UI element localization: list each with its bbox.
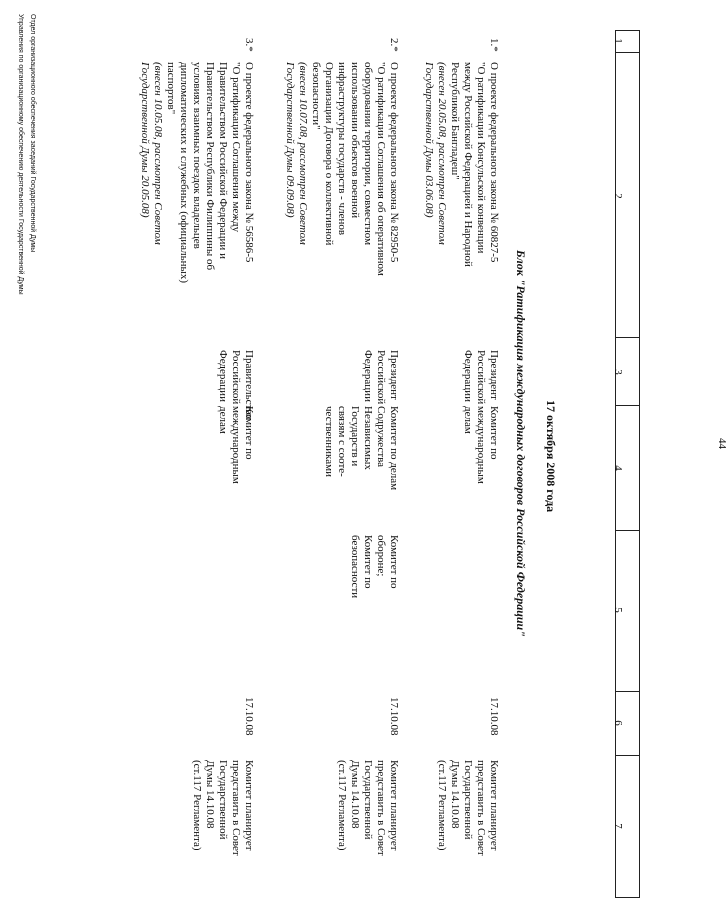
remark-line: представить в Совет [375, 760, 387, 856]
remark-line: Государственной [462, 760, 474, 840]
description-line: О проекте федерального закона № 82950-5 [388, 62, 400, 263]
row-description [283, 62, 400, 276]
remark-line: представить в Совет [230, 760, 242, 856]
description-line: "О ратификации Консульской конвенции [475, 62, 487, 254]
description-line: О проекте федерального закона № 56586-5 [243, 62, 255, 263]
description-line: безопасности" [310, 62, 322, 130]
description-line: дипломатических и служебных (официальных) [178, 62, 190, 284]
table-top-border [639, 30, 640, 898]
note-line: Государственной Думы 20.05.08) [139, 62, 151, 218]
committee-line: Комитет по [488, 406, 500, 460]
remark-line: представить в Совет [475, 760, 487, 856]
note-line: Государственной Думы 03.06.08) [423, 62, 435, 218]
description-line: О проекте федерального закона № 60827-5 [488, 62, 500, 263]
co-committee-line: безопасности [349, 535, 361, 599]
col-divider-5 [615, 691, 640, 692]
committee-line: Государств и [349, 406, 361, 467]
description-line: оборудовании территории, совместном [362, 62, 374, 246]
remark-line: Думы 14.10.08 [349, 760, 361, 829]
remark-line: Государственной [362, 760, 374, 840]
remark-line: Думы 14.10.08 [204, 760, 216, 829]
row-committee [216, 406, 255, 484]
col-number-4: 4 [612, 465, 624, 471]
description-line: условиях взаимных поездок владельцев [191, 62, 203, 249]
row-remark [335, 760, 400, 856]
committee-line: Содружества [375, 406, 387, 468]
footer-line-2: Управления по организационному обеспечению деятельности Государственной Думы [17, 14, 24, 295]
footer-line-1: Отдел организационного обеспечения заседаний Государственной Думы [29, 14, 36, 253]
note-line: (внесен 10.07.08, рассмотрен Советом [297, 62, 309, 245]
description-line: инфраструктуры государств - членов [336, 62, 348, 236]
remark-line: Государственной [217, 760, 229, 840]
description-line: паспортов" [165, 62, 177, 115]
remark-line: (ст.117 Регламента) [191, 760, 203, 851]
row-committee [461, 406, 500, 484]
description-line: Республикой Бангладеш" [449, 62, 461, 180]
col-number-6: 6 [612, 720, 624, 726]
committee-line: связям с сооте- [336, 406, 348, 477]
description-line: Организации Договора о коллективной [323, 62, 335, 246]
page-number: 44 [716, 438, 728, 449]
committee-line: чественниками [323, 406, 335, 477]
row-number: 2.* [388, 38, 400, 52]
note-line: (внесен 10.05.08, рассмотрен Советом [152, 62, 164, 245]
description-line: Правительством Республики Филиппины об [204, 62, 216, 271]
row-date: 17.10.08 [388, 697, 400, 736]
committee-line: Комитет по делам [388, 406, 400, 491]
description-line: "О ратификации Соглашения между [230, 62, 242, 233]
col-divider-1 [615, 52, 640, 53]
co-committee-line: обороне; [375, 535, 387, 577]
col-divider-6 [615, 755, 640, 756]
table-right-border [615, 897, 640, 898]
committee-line: делам [462, 406, 474, 434]
row-remark [190, 760, 255, 856]
initiator-line: Российской [475, 350, 487, 405]
row-date: 17.10.08 [243, 697, 255, 736]
description-line: использовании объектов военной [349, 62, 361, 219]
remark-line: Комитет планирует [243, 760, 255, 851]
row-committee [322, 406, 400, 490]
initiator-line: Федерации [462, 350, 474, 402]
col-number-5: 5 [612, 607, 624, 613]
co-committee-line: Комитет по [388, 535, 400, 589]
co-committee-line: Комитет по [362, 535, 374, 589]
description-line: "О ратификации Соглашения об оперативном [375, 62, 387, 276]
description-line: между Российской Федерацией и Народной [462, 62, 474, 267]
remark-line: (ст.117 Регламента) [436, 760, 448, 851]
initiator-line: Федерации [217, 350, 229, 402]
block-title: Блок "Ратификация международных договоров Российской Федерации" [514, 250, 528, 637]
col-divider-4 [615, 530, 640, 531]
row-number: 3.* [243, 38, 255, 52]
col-divider-2 [615, 337, 640, 338]
initiator-line: Российской [375, 350, 387, 405]
note-line: (внесен 20.05.08, рассмотрен Советом [436, 62, 448, 245]
committee-line: Независимых [362, 406, 374, 470]
date-heading: 17 октября 2008 года [544, 400, 558, 513]
committee-line: международным [475, 406, 487, 484]
row-description [138, 62, 255, 283]
description-line: Правительством Российской Федерации и [217, 62, 229, 259]
col-number-1: 1 [612, 38, 624, 44]
committee-line: делам [217, 406, 229, 434]
row-initiator [361, 350, 400, 404]
row-remark [435, 760, 500, 856]
row-date: 17.10.08 [488, 697, 500, 736]
col-number-3: 3 [612, 369, 624, 375]
initiator-line: Федерации [362, 350, 374, 402]
col-number-2: 2 [612, 193, 624, 199]
col-number-7: 7 [612, 823, 624, 829]
remark-line: (ст.117 Регламента) [336, 760, 348, 851]
remark-line: Комитет планирует [488, 760, 500, 851]
note-line: Государственной Думы 09.09.08) [284, 62, 296, 218]
row-number: 1.* [488, 38, 500, 52]
col-divider-3 [615, 405, 640, 406]
remark-line: Думы 14.10.08 [449, 760, 461, 829]
initiator-line: Президент [388, 350, 400, 400]
initiator-line: Правительство [243, 350, 255, 420]
initiator-line: Российской [230, 350, 242, 405]
row-initiator [461, 350, 500, 404]
row-co-committee [348, 535, 400, 598]
row-description [422, 62, 500, 267]
committee-line: Комитет по [243, 406, 255, 460]
initiator-line: Президент [488, 350, 500, 400]
committee-line: международным [230, 406, 242, 484]
remark-line: Комитет планирует [388, 760, 400, 851]
